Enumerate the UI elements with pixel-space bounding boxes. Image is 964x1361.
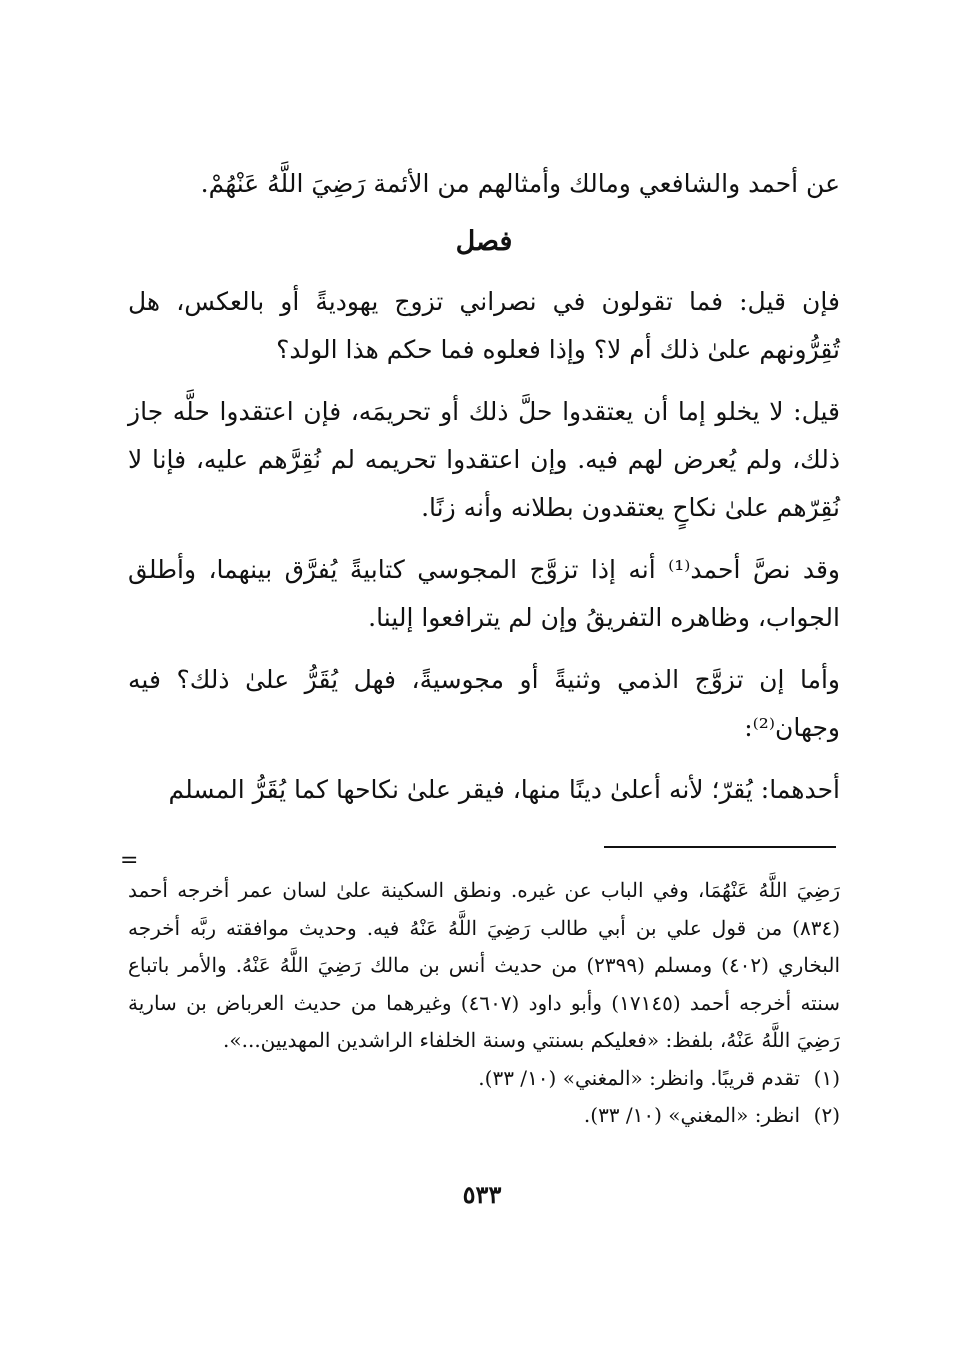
footnote-text: انظر: «المغني» (١٠/ ٣٣).	[583, 1103, 800, 1127]
footnote-1	[128, 1060, 840, 1098]
paragraph-first-view: أحدهما: يُقرّ؛ لأنه أعلىٰ دينًا منها، فيقر علىٰ نكاحها كما يُقَرُّ المسلم	[168, 775, 840, 804]
footnote-number: (١)	[813, 1065, 840, 1090]
footnote-divider	[604, 846, 836, 848]
paragraph-question: فإن قيل: فما تقولون في نصراني تزوج يهوديةً أو بالعكس، هل تُقِرُّونهم علىٰ ذلك أم لا؟ وإذا فعلوه فما حكم هذا الولد؟	[128, 287, 840, 364]
paragraph-dhimmi: وأما إن تزوَّج الذمي وثنيةً أو مجوسيةً، فهل يُقَرُّ علىٰ ذلك؟ فيه وجهان⁽²⁾:	[128, 665, 840, 742]
footnote-continuation-mark: =	[120, 848, 139, 873]
section-heading: فصل	[455, 226, 513, 257]
footnote-continuation: رَضِيَ اللَّهُ عَنْهُمَا، وفي الباب عن غيره. ونطق السكينة علىٰ لسان عمر أخرجه أحمد (٨٣٤) من قول علي بن أبي طالب رَضِيَ اللَّهُ عَنْهُ فيه. وحديث موافقته ربَّه أخرجه البخاري (٤٠٢) ومسلم (٢٣٩٩) من حديث أنس بن مالك رَضِيَ اللَّهُ عَنْهُ. والأمر باتباع سنته أخرجه أحمد (١٧١٤٥) وأبو داود (٤٦٠٧) وغيرهما من حديث العرباض بن سارية رَضِيَ اللَّهُ عَنْهُ، بلفظ: «فعليكم بسنتي وسنة الخلفاء الراشدين المهديين...».	[128, 878, 841, 1052]
intro-line: عن أحمد والشافعي ومالك وأمثالهم من الأئمة رَضِيَ اللَّهُ عَنْهُمْ.	[200, 169, 840, 198]
footnote-2	[128, 1097, 840, 1135]
main-text	[128, 160, 840, 828]
footnote-number: (٢)	[813, 1103, 840, 1127]
paragraph-answer: قيل: لا يخلو إما أن يعتقدوا حلَّ ذلك أو تحريمَه، فإن اعتقدوا حلَّه جاز ذلك، ولم يُعرض لهم فيه. وإن اعتقدوا تحريمه لم نُقِرَّهم عليه، فإنا لا نُقِرّهم علىٰ نكاحٍ يعتقدون بطلانه وأنه زنًا.	[128, 397, 840, 522]
paragraph-ahmad-text: وقد نصَّ أحمد⁽¹⁾ أنه إذا تزوَّج المجوسي كتابيةً يُفرَّق بينهما، وأطلق الجواب، وظاهره التفريقُ وإن لم يترافعوا إلينا.	[128, 555, 840, 632]
footnotes	[128, 872, 840, 1135]
page-number: ٥٣٣	[462, 1180, 502, 1209]
footnote-text: تقدم قريبًا. وانظر: «المغني» (١٠/ ٣٣).	[478, 1065, 800, 1090]
